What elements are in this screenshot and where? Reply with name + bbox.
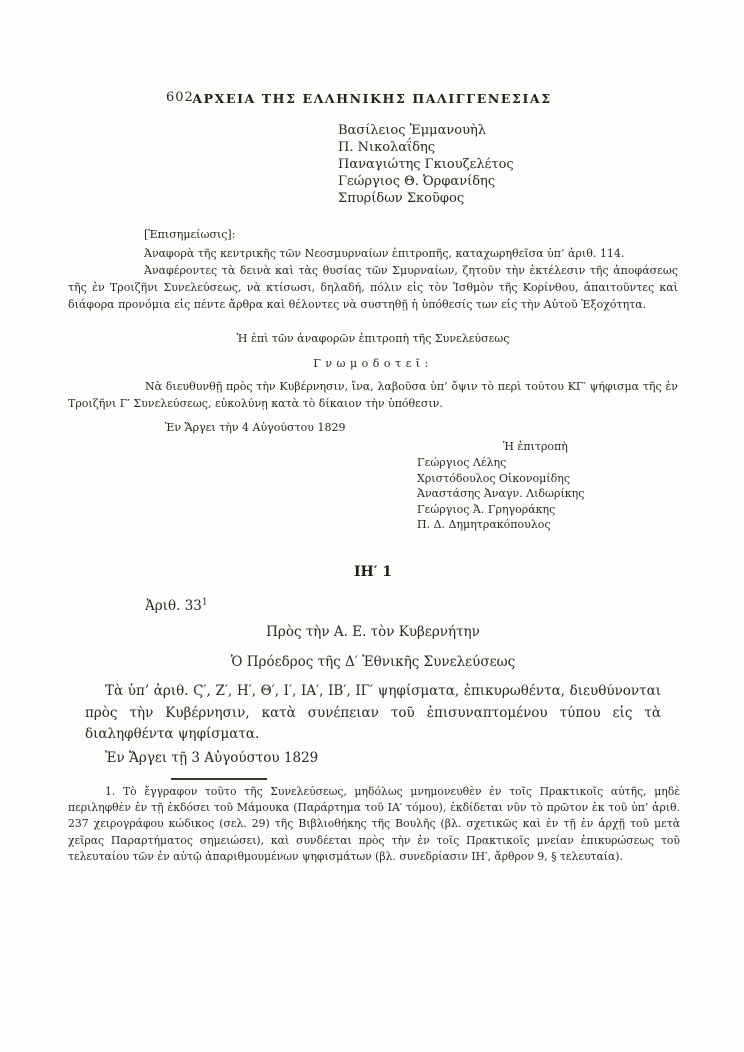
editorial-note-description: Ἀναφέροντες τὰ δεινὰ καὶ τὰς θυσίας τῶν Σμυρναίων, ζητοῦν τὴν ἐκτέλεσιν τῆς ἀποφάσεως τῆς ἐν Τροιζῆνι Συνελεύσεως, νὰ κτίσωσι, δηλαδή, πόλιν εἰς τὸν Ἰσθμὸν τῆς Κορίνθου, ἀπαιτοῦντες καὶ διάφορα προνόμια εἰς πέντε ἄρθρα καὶ θέλοντες νὰ συστηθῇ ἡ ὑπόθεσίς των εἰς τὴν Αὐτοῦ Ἐξοχότητα.	[68, 264, 678, 311]
committee-members-list	[417, 455, 678, 533]
verdict-text: Νὰ διευθυνθῇ πρὸς τὴν Κυβέρνησιν, ἵνα, λαβοῦσα ὑπ’ ὄψιν τὸ περὶ τούτου ΚΓ′ ψήφισμα τῆς ἐν Τροιζῆνι Γ′ Συνελεύσεως, εὐκολύνῃ κατὰ τὸ δίκαιον τὴν ὑπόθεσιν.	[68, 380, 678, 410]
document-number	[145, 597, 661, 615]
editorial-note-summary: Ἀναφορὰ τῆς κεντρικῆς τῶν Νεοσμυρναίων ἐπιτροπῆς, καταχωρηθεῖσα ὑπ’ ἀριθ. 114.	[144, 247, 625, 260]
committee-signature-label: Ἡ ἐπιτροπὴ	[503, 440, 568, 453]
committee-heading: Ἡ ἐπὶ τῶν ἀναφορῶν ἐπιτροπὴ τῆς Συνελεύσεως	[236, 332, 510, 345]
signatory-name: Βασίλειος Ἐμμανουὴλ	[338, 123, 487, 138]
verdict-heading: Γνωμοδοτεῖ:	[313, 357, 433, 370]
signatory-name: Π. Νικολαΐδης	[338, 140, 436, 155]
running-title: ΑΡΧΕΙΑ ΤΗΣ ΕΛΛΗΝΙΚΗΣ ΠΑΛΙΓΓΕΝΕΣΙΑΣ	[192, 91, 552, 106]
editorial-note-block	[68, 226, 678, 533]
addressee-line: Πρὸς τὴν Α. Ε. τὸν Κυβερνήτην	[266, 624, 480, 640]
document-body-text: Τὰ ὑπ’ ἀριθ. Ϛ′, Ζ′, Η′, Θ′, Ι′, ΙΑ′, ΙΒ′, ΙΓ′ ψηφίσματα, ἐπικυρωθέντα, διευθύνονται πρὸς τὴν Κυβέρνησιν, κατὰ συνέπειαν τοῦ ἐπισυναπτομένου τύπου εἰς τὰ διαληφθέντα ψηφίσματα.	[85, 683, 661, 742]
committee-member-name: Χριστόδουλος Οἰκονομίδης	[417, 471, 570, 485]
footnote-ref-marker: 1	[201, 597, 208, 608]
committee-member-name: Γεώργιος Λέλης	[417, 456, 507, 469]
sender-line: Ὁ Πρόεδρος τῆς Δ′ Ἐθνικῆς Συνελεύσεως	[230, 654, 516, 670]
footnote-text: Τὸ ἔγγραφον τοῦτο τῆς Συνελεύσεως, μηδόλως μνημονευθὲν ἐν τοῖς Πρακτικοῖς αὐτῆς, μηδὲ περιληφθὲν ἐν τῇ ἐκδόσει τοῦ Μάμουκα (Παράρτημα τοῦ ΙΑ′ τόμου), ἐκδίδεται νῦν τὸ πρῶτον ἐκ τοῦ ὑπ’ ἀριθ. 237 χειρογράφου κώδικος (σελ. 29) τῆς Βιβλιοθήκης τῆς Βουλῆς (βλ. σχετικῶς καὶ ἐν τῇ ἐν ἀρχῇ τοῦ μετὰ χεῖρας Παραρτήματος σημειώσει), καὶ συνδέεται πρὸς τὴν ἐν τοῖς Πρακτικοῖς μνείαν ἐπικυρώσεως τοῦ τελευταίου τῶν ἐν αὐτῷ ἀπαριθμουμένων ψηφισμάτων (βλ. συνεδρίασιν ΙΗ′, ἄρθρον 9, § τελευταία).	[68, 785, 681, 863]
document-dateline: Ἐν Ἄργει τῇ 3 Αὐγούστου 1829	[105, 749, 319, 766]
footnote-number: 1.	[105, 785, 116, 798]
committee-member-name: Γεώργιος Ἀ. Γρηγοράκης	[417, 502, 556, 516]
signatory-name: Γεώργιος Θ. Ὀρφανίδης	[338, 174, 496, 189]
signatory-name: Παναγιώτης Γκιουζελέτος	[338, 157, 514, 172]
committee-member-name: Ἀναστάσης Ἀναγν. Λιδωρίκης	[417, 487, 585, 500]
document-number-text: Ἀριθ. 33	[145, 598, 202, 614]
petition-signatories-list	[338, 122, 514, 207]
footnote-separator-rule	[171, 778, 267, 780]
document-block	[85, 563, 661, 767]
editorial-note-label: [Ἐπισημείωσις]:	[144, 228, 236, 241]
committee-member-name: Π. Δ. Δημητρακόπουλος	[417, 518, 551, 531]
editorial-dateline: Ἐν Ἄργει τὴν 4 Αὐγούστου 1829	[165, 421, 346, 434]
footnote-text-block	[68, 784, 680, 865]
page-number: 602	[166, 90, 194, 105]
signatory-name: Σπυρίδων Σκοῦφος	[338, 191, 465, 206]
section-heading: ΙΗ′ 1	[353, 564, 393, 580]
